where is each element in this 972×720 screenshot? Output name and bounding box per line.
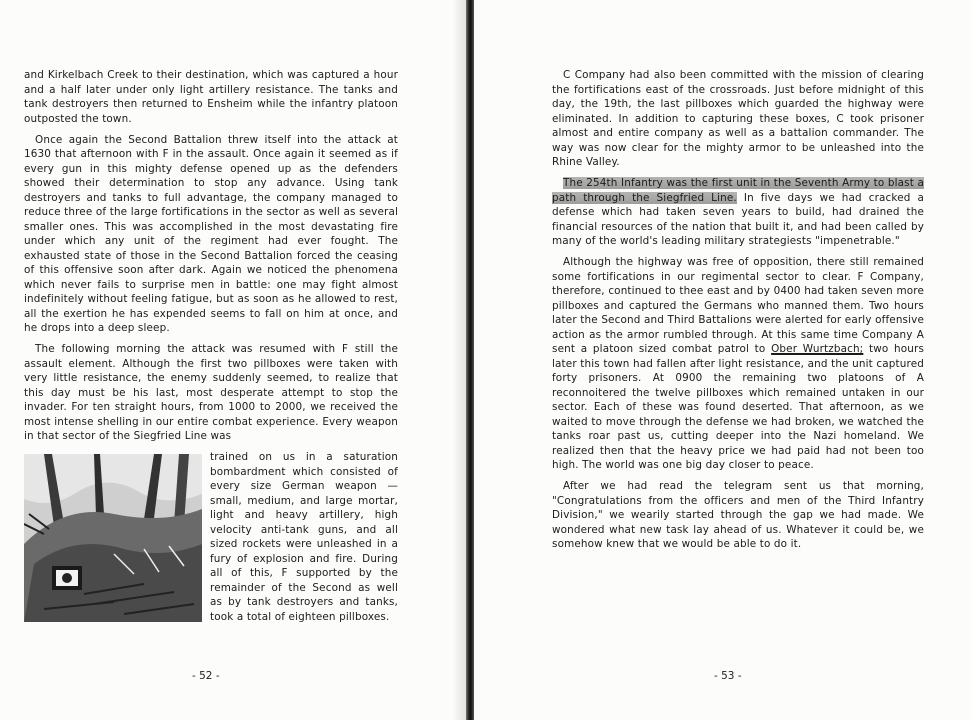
book-gutter: [466, 0, 474, 720]
right-page-number: - 53 -: [714, 670, 742, 682]
battle-illustration: [24, 454, 202, 622]
right-paragraph-3-part-a: Although the highway was free of opposition, there still remained some fortifications in our regimental sector to clear. F Company, therefore, continued to thee east and by 0400 had taken seven more pillboxes and captured the Germans who manned them. Two hours later the Second and Third Battalions were alerted for early offensive action as the armor rumbled through. At this same time Company A sent a platoon sized combat patrol to: [552, 256, 924, 355]
right-text-column: [552, 68, 924, 558]
left-paragraph-1: and Kirkelbach Creek to their destination, which was captured a hour and a half later under only light artillery resistance. The tanks and tank destroyers then returned to Ensheim while the infantry platoon outposted the town.: [24, 69, 398, 125]
left-page-number: - 52 -: [192, 670, 220, 682]
right-page: [474, 0, 972, 720]
left-paragraph-2: Once again the Second Battalion threw itself into the attack at 1630 that afternoon with F in the assault. Once again it seemed as if every gun in this mighty defense opened up as the defenders showed their determination to stop any advance. Using tank destroyers and tanks to full advantage, the company managed to reduce three of the large fortifications in the sector as well as several smaller ones. This was accomplished in the most devastating fire under which any unit of the regiment had ever fought. The exhausted state of those in the Second Battalion forced the ceasing of this offensive soon after dark. Again we noticed the phenomena which never fails to surprise men in battle: one may fight almost indefinitely without feeling fatigue, but as soon as he allowed to rest, all the exertion he has expended seems to fall on him at once, and he drops into a deep sleep.: [24, 133, 398, 334]
right-paragraph-2: [552, 176, 924, 249]
right-paragraph-4: After we had read the telegram sent us that morning, "Congratulations from the officers and men of the Third Infantry Division," we wearily started through the gap we had made. We wondered what new task lay ahead of us. Whatever it could be, we somehow knew that we would be able to do it.: [552, 480, 924, 550]
highlighted-sentence: The 254th Infantry was the first unit in the Seventh Army to blast a path through the Siegfried Line.: [552, 177, 924, 204]
right-paragraph-1: C Company had also been committed with the mission of clearing the fortifications east of the crossroads. Just before midnight of this day, the 19th, the last pillboxes which guarded the highway were eliminated. In addition to capturing these boxes, C took prisoner almost and entire company as well as a battalion commander. The way was now clear for the mighty armor to be unleashed into the Rhine Valley.: [552, 69, 924, 168]
left-paragraph-4: trained on us in a saturation bombardment which consisted of every size German weapon — small, medium, and large mortar, light and heavy artillery, high velocity anti-tank guns, and all sized rockets were unleashed in a fury of explosion and fire. During all of this, F supported by the remainder of the Second as well as by tank destroyers and tanks, took a total of eighteen pillboxes.: [210, 451, 398, 623]
right-paragraph-3: [552, 255, 924, 473]
underlined-place-name: Ober Wurtzbach;: [771, 343, 864, 355]
right-paragraph-3-part-b: two hours later this town had fallen after light resistance, and the unit captured forty prisoners. At 0900 the remaining two platoons of A reconnoitered the twelve pillboxes which remained untaken in our sector. Each of these was found deserted. That afternoon, as we waited to move through the defense we had broken, we watched the tanks roar past us, cutting deeper into the Nazi homeland. We realized then that the heavy price we had paid had not been too high. The world was one big day closer to peace.: [552, 343, 925, 471]
left-page: [0, 0, 466, 720]
left-text-column: [24, 68, 398, 631]
right-paragraph-2-rest: In five days we had cracked a defense which had taken seven years to build, had drained the financial resources of the nation that built it, and had been called by many of the world's leading military strategiests "impenetrable.": [552, 191, 925, 247]
left-paragraph-3: The following morning the attack was resumed with F still the assault element. Although the first two pillboxes were taken with very little resistance, the enemy suddenly seemed, to realize that this day must be his last, most desperate attempt to stop the invader. For ten straight hours, from 1000 to 2000, we received the most intense shelling in our entire combat experience. Every weapon in that sector of the Siegfried Line was: [24, 343, 398, 442]
gutter-shadow-left: [452, 0, 466, 720]
